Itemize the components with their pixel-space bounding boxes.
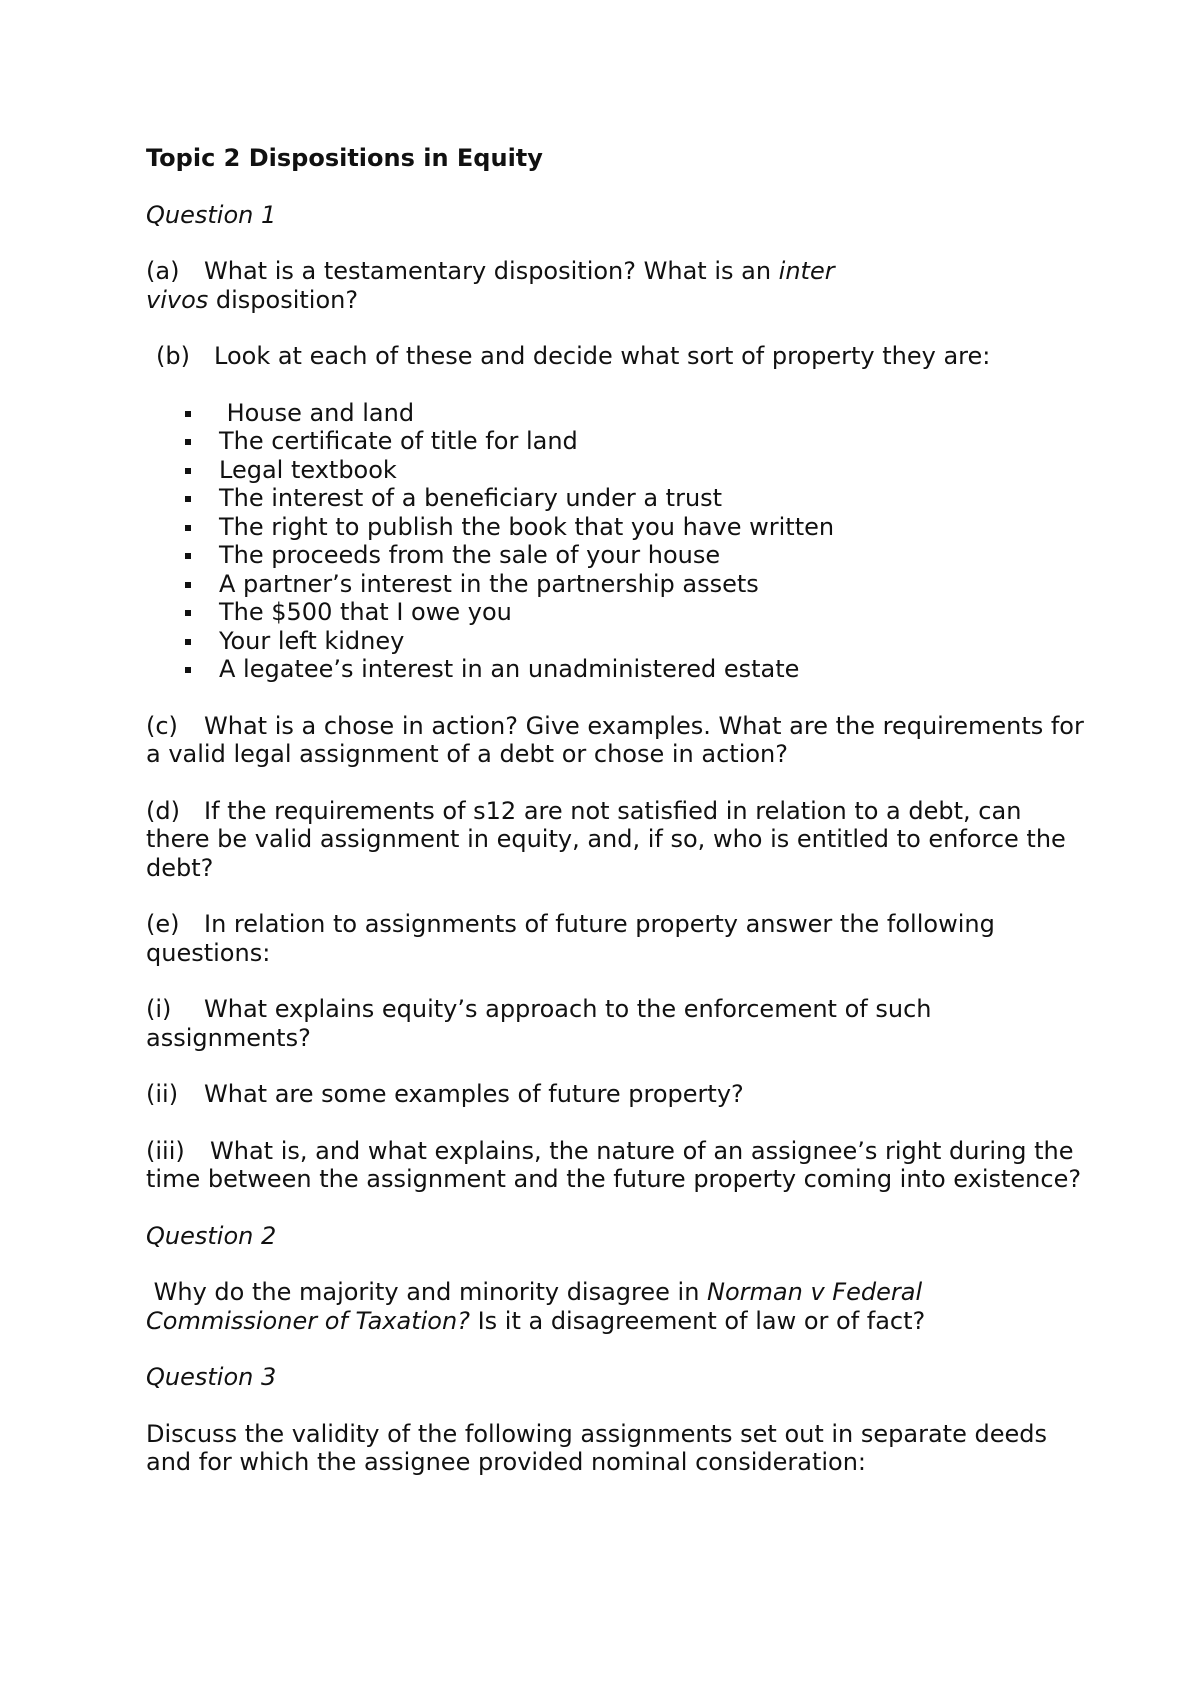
bullet-icon xyxy=(185,439,191,445)
list-item: The certificate of title for land xyxy=(146,427,1086,456)
question-2-heading: Question 2 xyxy=(146,1221,277,1250)
question-1a-text-end: disposition? xyxy=(208,285,359,314)
list-item: House and land xyxy=(146,399,1086,428)
question-3-text: Discuss the validity of the following assignments set out in separate deeds and for which the assignee provided nominal consideration: xyxy=(146,1419,1047,1476)
document-content xyxy=(146,144,1086,1505)
question-1d-label: (d) xyxy=(146,796,180,825)
question-1e-iii xyxy=(146,1137,1086,1194)
question-3 xyxy=(146,1420,1086,1477)
list-item: The $500 that I owe you xyxy=(146,598,1086,627)
question-1e-ii-text: What are some examples of future property? xyxy=(204,1080,744,1108)
bullet-icon xyxy=(185,553,191,559)
question-1c-text: What is a chose in action? Give examples. What are the requirements for a valid legal assignment of a debt or chose in action? xyxy=(146,711,1084,768)
question-1e-label: (e) xyxy=(146,910,180,938)
list-item: Your left kidney xyxy=(146,627,1086,656)
question-1a xyxy=(146,257,1086,314)
question-1e-i xyxy=(146,995,1086,1052)
question-1c xyxy=(146,712,1086,769)
question-1e xyxy=(146,910,1086,967)
question-1e-iii-text: What is, and what explains, the nature of an assignee’s right during the time between the assignment and the future property coming into existence? xyxy=(146,1136,1082,1193)
list-item: The right to publish the book that you have written xyxy=(146,513,1086,542)
question-1b xyxy=(146,342,1086,371)
question-1a-label: (a) xyxy=(146,257,180,285)
bullet-icon xyxy=(185,468,191,474)
list-item: A legatee’s interest in an unadministered estate xyxy=(146,655,1086,684)
bullet-icon xyxy=(185,667,191,673)
question-2 xyxy=(146,1278,1086,1335)
page-title: Topic 2 Dispositions in Equity xyxy=(146,144,543,172)
question-1-heading: Question 1 xyxy=(146,200,277,229)
list-item: A partner’s interest in the partnership assets xyxy=(146,570,1086,599)
question-1e-iii-label: (iii) xyxy=(146,1136,185,1165)
bullet-icon xyxy=(185,639,191,645)
bullet-icon xyxy=(185,582,191,588)
question-3-heading: Question 3 xyxy=(146,1363,277,1391)
question-1a-italic-inter: inter xyxy=(778,257,835,285)
question-2-text: Why do the majority and minority disagree in xyxy=(153,1278,708,1306)
question-1b-text: Look at each of these and decide what sort of property they are: xyxy=(214,342,991,370)
bullet-icon xyxy=(185,525,191,531)
question-1b-label: (b) xyxy=(156,342,190,370)
question-1e-i-text: What explains equity’s approach to the enforcement of such assignments? xyxy=(146,995,932,1052)
list-item: The interest of a beneficiary under a trust xyxy=(146,484,1086,513)
question-1c-label: (c) xyxy=(146,711,178,740)
question-1e-text: In relation to assignments of future property answer the following questions: xyxy=(146,910,995,967)
bullet-icon xyxy=(185,496,191,502)
question-1d-text: If the requirements of s12 are not satisfied in relation to a debt, can there be valid assignment in equity, and, if so, who is entitled to enforce the debt? xyxy=(146,796,1066,882)
question-2-text-end: Is it a disagreement of law or of fact? xyxy=(469,1306,926,1335)
list-item: The proceeds from the sale of your house xyxy=(146,541,1086,570)
question-1e-i-label: (i) xyxy=(146,995,172,1023)
question-2-case-name: Norman v Federal Commissioner of Taxation? xyxy=(146,1278,923,1335)
property-list xyxy=(146,399,1086,684)
bullet-icon xyxy=(185,411,191,417)
question-1e-ii xyxy=(146,1080,1086,1109)
list-item: Legal textbook xyxy=(146,456,1086,485)
bullet-icon xyxy=(185,610,191,616)
question-1e-ii-label: (ii) xyxy=(146,1080,179,1108)
question-1a-italic-vivos: vivos xyxy=(146,285,209,314)
question-1d xyxy=(146,797,1086,883)
question-1a-text: What is a testamentary disposition? What is an xyxy=(204,257,779,285)
